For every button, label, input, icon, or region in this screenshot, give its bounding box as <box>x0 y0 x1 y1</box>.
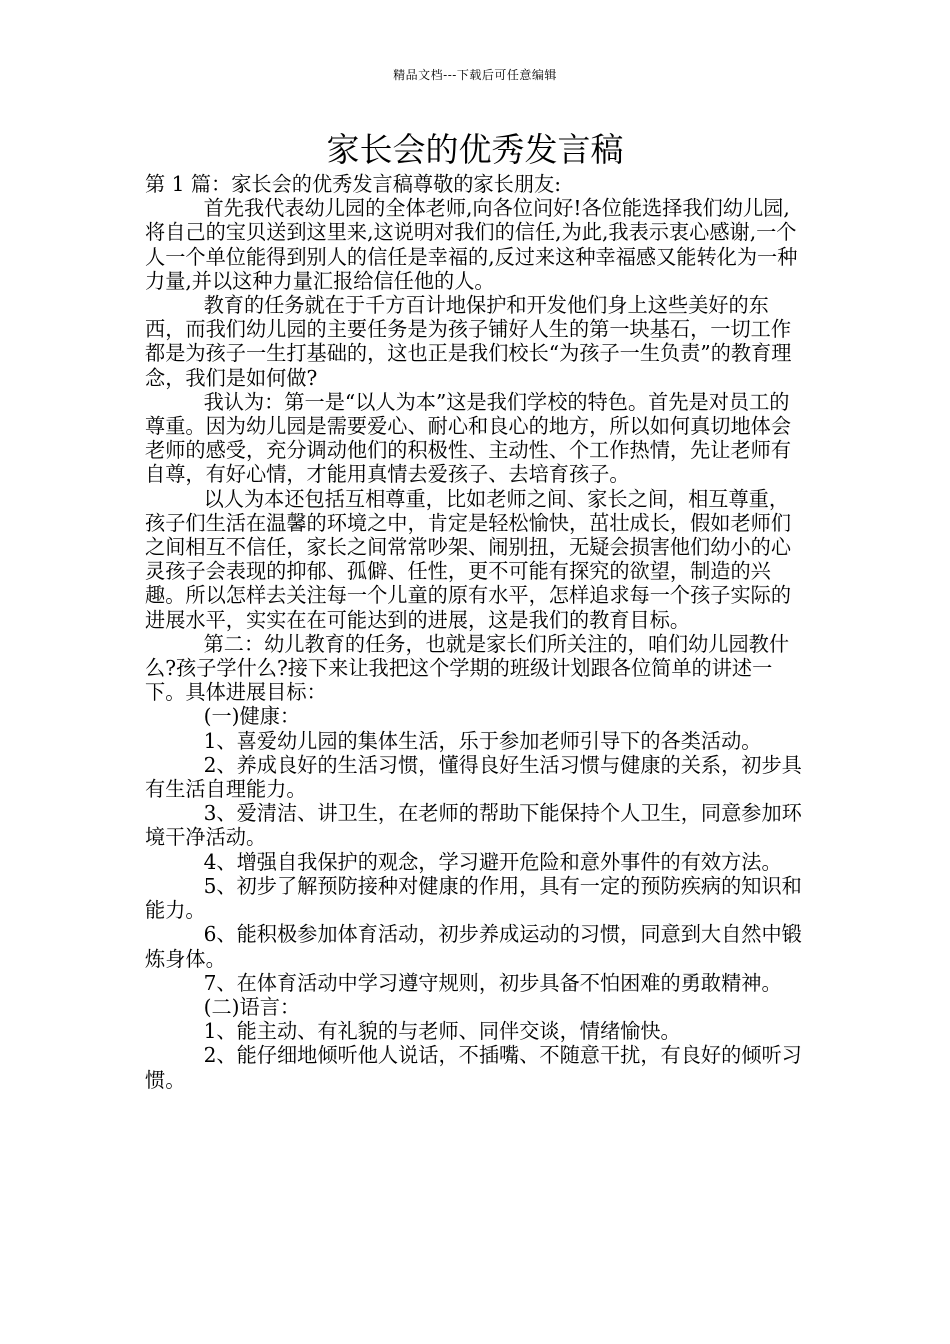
list-item: 3、爱清洁、讲卫生，在老师的帮助下能保持个人卫生，同意参加环境干净活动。 <box>145 801 802 850</box>
list-item: 7、在体育活动中学习遵守规则，初步具备不怕困难的勇敢精神。 <box>203 970 782 995</box>
list-item: 1、能主动、有礼貌的与老师、同伴交谈，情绪愉快。 <box>203 1019 681 1044</box>
section-heading-health: (一)健康： <box>203 704 301 729</box>
list-item: 6、能积极参加体育活动，初步养成运动的习惯，同意到大自然中锻炼身体。 <box>145 922 802 971</box>
paragraph: 教育的任务就在于千方百计地保护和开发他们身上这些美好的东西，而我们幼儿园的主要任务是为孩子铺好人生的第一块基石，一切工作都是为孩子一生打基础的，这也正是我们校长“为孩子一生负责”的教育理念，我们是如何做? <box>145 293 792 390</box>
list-item: 5、初步了解预防接种对健康的作用，具有一定的预防疾病的知识和能力。 <box>145 873 802 923</box>
list-item: 2、能仔细地倾听他人说话，不插嘴、不随意干扰，有良好的倾听习惯。 <box>145 1043 802 1092</box>
list-item: 2、养成良好的生活习惯，懂得良好生活习惯与健康的关系，初步具有生活自理能力。 <box>145 752 802 802</box>
paragraph: 第二：幼儿教育的任务，也就是家长们所关注的，咱们幼儿园教什么?孩子学什么?接下来让我把这个学期的班级计划跟各位简单的讲述一下。具体进展目标： <box>145 631 790 705</box>
paragraph-intro: 第 1 篇：家长会的优秀发言稿尊敬的家长朋友: <box>145 172 562 196</box>
document-body <box>145 172 807 1092</box>
section-heading-language: (二)语言： <box>203 994 301 1019</box>
paragraph: 我认为：第一是“以人为本”这是我们学校的特色。首先是对员工的尊重。因为幼儿园是需要爱心、耐心和良心的地方，所以如何真切地体会老师的感受，充分调动他们的积极性、主动性、个工作热情，先让老师有自尊，有好心情，才能用真情去爱孩子、去培育孩子。 <box>145 389 792 487</box>
paragraph: 以人为本还包括互相尊重，比如老师之间、家长之间，相互尊重，孩子们生活在温馨的环境之中，肯定是轻松愉快，茁壮成长，假如老师们之间相互不信任，家长之间常常吵架、闹别扭，无疑会损害他们幼小的心灵孩子会表现的抑郁、孤僻、任性，更不可能有探究的欲望，制造的兴趣。所以怎样去关注每一个儿童的原有水平，怎样追求每一个孩子实际的进展水平，实实在在可能达到的进展，这是我们的教育目标。 <box>145 486 792 632</box>
document-title: 家长会的优秀发言稿 <box>326 130 624 169</box>
paragraph: 首先我代表幼儿园的全体老师,向各位问好!各位能选择我们幼儿园,将自己的宝贝送到这里来,这说明对我们的信任,为此,我表示衷心感谢,一个人一个单位能得到别人的信任是幸福的,反过来这种幸福感又能转化为一种力量,并以这种力量汇报给信任他的人。 <box>145 196 798 293</box>
list-item: 4、增强自我保护的观念，学习避开危险和意外事件的有效方法。 <box>203 849 782 874</box>
list-item: 1、喜爱幼儿园的集体生活，乐于参加老师引导下的各类活动。 <box>203 728 762 753</box>
header-note: 精品文档---下载后可任意编辑 <box>393 68 557 82</box>
